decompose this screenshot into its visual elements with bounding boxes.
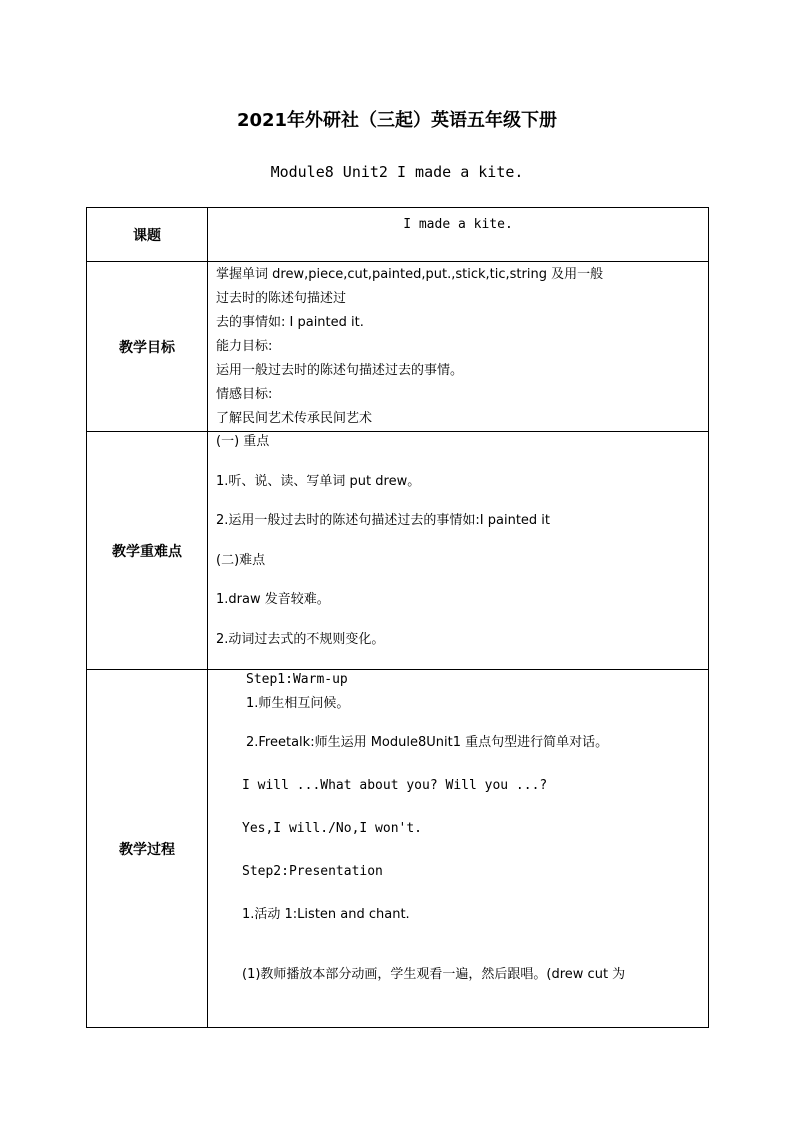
table-row-key-points: [87, 432, 709, 670]
key-points-line: (一) 重点: [216, 434, 270, 449]
goals-line: 情感目标:: [216, 387, 273, 402]
table-row-topic: [87, 208, 709, 262]
key-points-line: 1.听、说、读、写单词 put drew。: [216, 473, 421, 489]
goals-cell: [208, 262, 709, 432]
key-points-line: 1.draw 发音较难。: [216, 592, 330, 607]
key-points-line: 2.运用一般过去时的陈述句描述过去的事情如:I painted it: [216, 513, 551, 528]
goals-line: 掌握单词 drew,piece,cut,painted,put.,stick,tic,string 及用一般: [216, 267, 604, 282]
topic-value: I made a kite.: [208, 208, 709, 262]
row-label-key-points: 教学重难点: [87, 432, 208, 670]
goals-line: 能力目标:: [216, 339, 273, 354]
goals-line: 运用一般过去时的陈述句描述过去的事情。: [216, 363, 464, 378]
process-line: 1.师生相互问候。: [246, 696, 350, 711]
process-line: Step2:Presentation: [242, 864, 383, 879]
key-points-cell: [208, 432, 709, 670]
key-points-line: (二)难点: [216, 552, 266, 568]
process-line: 1.活动 1:Listen and chant.: [242, 907, 410, 922]
row-label-goals: 教学目标: [87, 262, 208, 432]
process-content: [208, 670, 708, 1008]
row-label-process: 教学过程: [87, 670, 208, 1028]
process-line: 2.Freetalk:师生运用 Module8Unit1 重点句型进行简单对话。: [246, 735, 609, 750]
key-points-content: [208, 432, 708, 669]
table-row-process: [87, 670, 709, 1028]
goals-line: 过去时的陈述句描述过: [216, 291, 347, 306]
table-row-goals: [87, 262, 709, 432]
key-points-line: 2.动词过去式的不规则变化。: [216, 631, 385, 647]
document-title: 2021年外研社（三起）英语五年级下册: [236, 110, 558, 131]
lesson-plan-table: [86, 207, 709, 1028]
process-line: I will ...What about you? Will you ...?: [242, 778, 548, 793]
process-cell: [208, 670, 709, 1028]
process-line: Yes,I will./No,I won't.: [242, 821, 423, 836]
process-line: Step1:Warm-up: [246, 672, 348, 687]
goals-line: 去的事情如: I painted it.: [216, 315, 364, 330]
goals-content: [208, 262, 708, 431]
document-subtitle: Module8 Unit2 I made a kite.: [270, 163, 524, 181]
process-line: (1)教师播放本部分动画，学生观看一遍，然后跟唱。(drew cut 为: [242, 967, 626, 982]
goals-line: 了解民间艺术传承民间艺术: [216, 411, 373, 426]
row-label-topic: 课题: [87, 208, 208, 262]
